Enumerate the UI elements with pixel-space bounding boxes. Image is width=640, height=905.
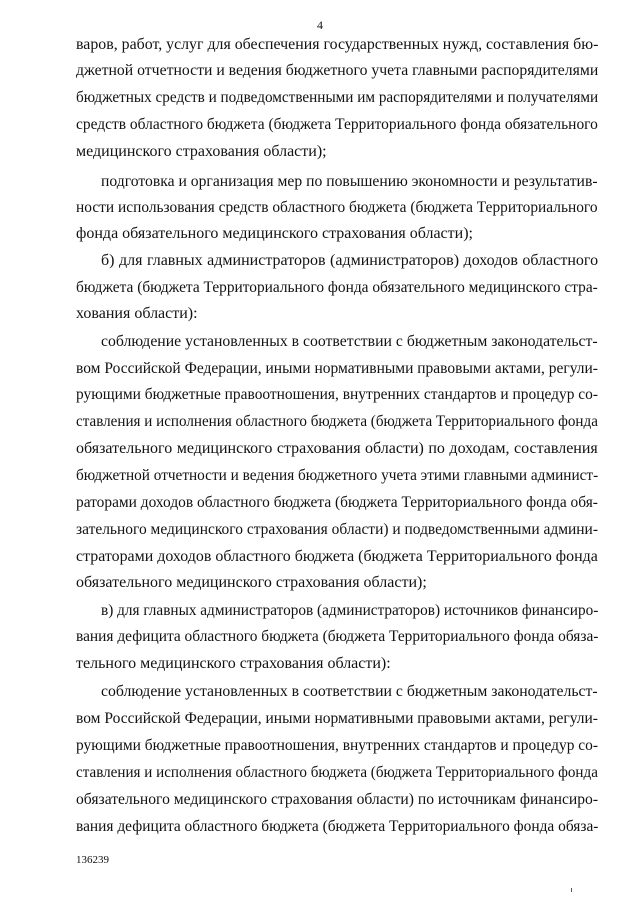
text-line: зательного медицинского страхования области) и подведомственными админи- bbox=[76, 521, 598, 538]
text-line: хования области): bbox=[76, 305, 198, 322]
text-line: вом Российской Федерации, иными нормативными правовыми актами, регули- bbox=[76, 360, 598, 377]
text-line: обязательного медицинского страхования области) по источникам финансиро- bbox=[76, 791, 599, 808]
text-line: джетной отчетности и ведения бюджетного учета главными распорядителями bbox=[76, 62, 599, 79]
text-line: обязательного медицинского страхования области) по доходам, составления bbox=[76, 440, 598, 457]
text-line: соблюдение установленных в соответствии с бюджетным законодательст- bbox=[101, 683, 598, 700]
page-number: 4 bbox=[317, 18, 323, 32]
text-line: соблюдение установленных в соответствии с бюджетным законодательст- bbox=[101, 333, 598, 350]
text-line: тельного медицинского страхования области): bbox=[76, 655, 391, 672]
text-line: рующими бюджетные правоотношения, внутренних стандартов и процедур со- bbox=[76, 386, 599, 403]
document-code: 136239 bbox=[76, 854, 109, 866]
text-line: рующими бюджетные правоотношения, внутренних стандартов и процедур со- bbox=[76, 737, 599, 754]
text-line: вания дефицита областного бюджета (бюджета Территориального фонда обяза- bbox=[76, 818, 599, 835]
text-line: обязательного медицинского страхования области); bbox=[76, 574, 427, 591]
scan-mark bbox=[571, 888, 572, 892]
text-line: бюджета (бюджета Территориального фонда обязательного медицинского стра- bbox=[76, 279, 598, 296]
text-line: подготовка и организация мер по повышению экономности и результатив- bbox=[101, 173, 598, 190]
text-line: медицинского страхования области); bbox=[76, 143, 327, 160]
text-line: варов, работ, услуг для обеспечения государственных нужд, составления бю- bbox=[76, 36, 599, 53]
text-line: вания дефицита областного бюджета (бюджета Территориального фонда обяза- bbox=[76, 628, 599, 645]
text-line: в) для главных администраторов (администраторов) источников финансиро- bbox=[101, 602, 599, 619]
text-line: фонда обязательного медицинского страхования области); bbox=[76, 225, 473, 242]
text-line: ставления и исполнения областного бюджета (бюджета Территориального фонда bbox=[76, 764, 598, 781]
text-line: бюджетных средств и подведомственными им распорядителями и получателями bbox=[76, 89, 599, 106]
text-line: бюджетной отчетности и ведения бюджетного учета этими главными админист- bbox=[76, 467, 599, 484]
text-line: вом Российской Федерации, иными нормативными правовыми актами, регули- bbox=[76, 710, 598, 727]
text-line: раторами доходов областного бюджета (бюджета Территориального фонда обя- bbox=[76, 494, 598, 511]
text-line: страторами доходов областного бюджета (бюджета Территориального фонда bbox=[76, 548, 598, 565]
text-line: ставления и исполнения областного бюджета (бюджета Территориального фонда bbox=[76, 413, 598, 430]
text-line: б) для главных администраторов (администраторов) доходов областного bbox=[101, 252, 599, 269]
text-line: ности использования средств областного бюджета (бюджета Территориального bbox=[76, 199, 598, 216]
text-line: средств областного бюджета (бюджета Территориального фонда обязательного bbox=[76, 116, 598, 133]
